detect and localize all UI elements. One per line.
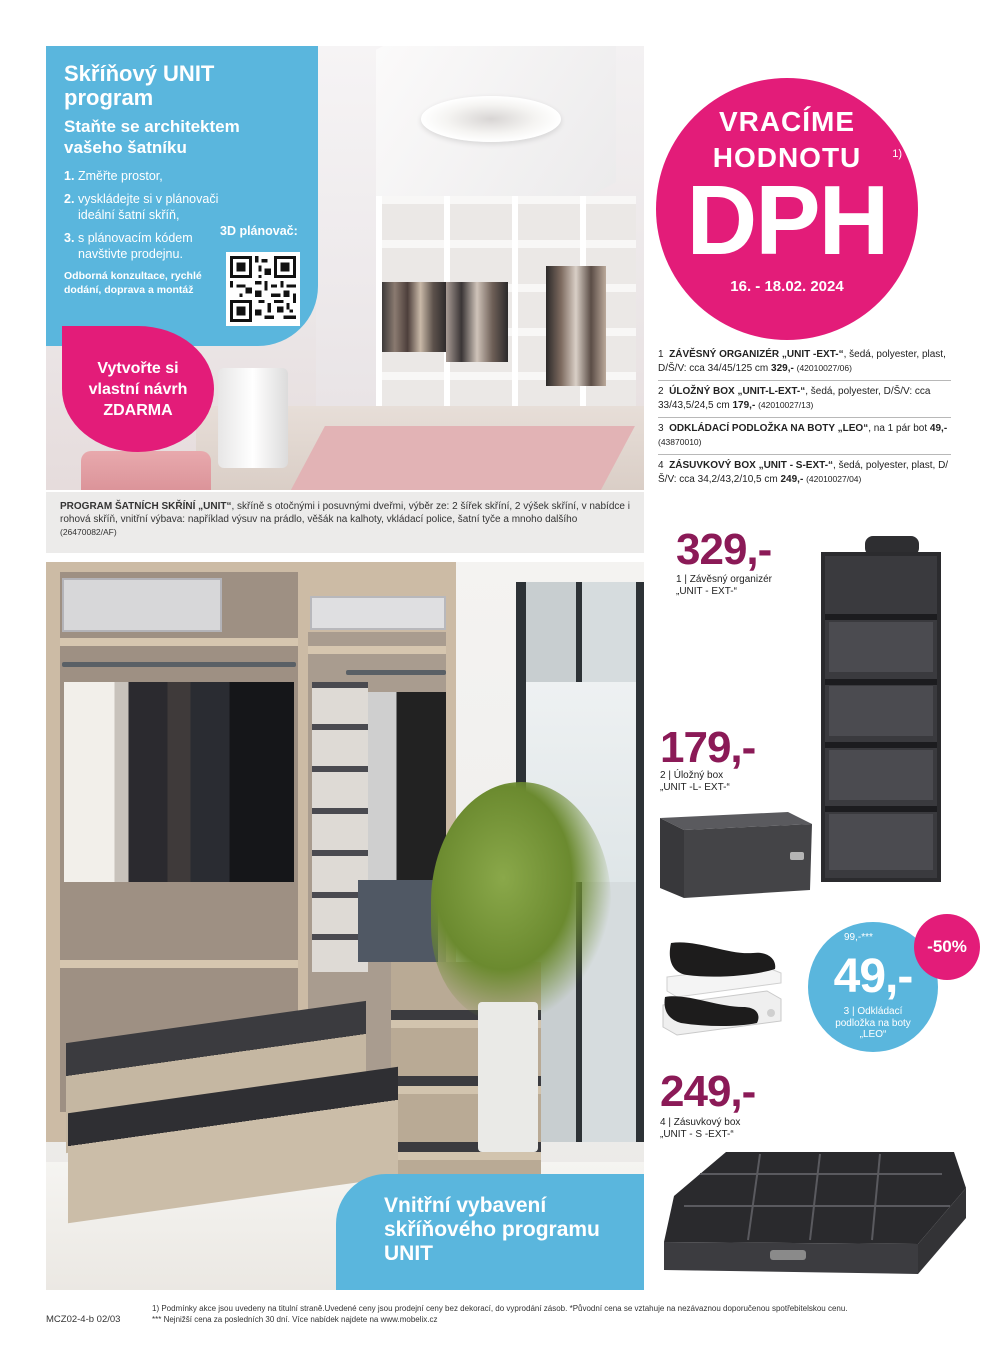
storage-box	[358, 880, 438, 962]
hanging-rod	[62, 662, 296, 667]
price-drawer-box: 249,-	[660, 1067, 756, 1116]
spec-item: 4 ZÁSUVKOVÝ BOX „UNIT - S-EXT-“, šedá, polyester, plast, D/Š/V: cca 34,2/43,2/10,5 cm 249,- (42010027/04)	[658, 460, 949, 485]
shelf	[60, 960, 298, 968]
hanging-rod	[346, 670, 446, 675]
step-item: 1. Změřte prostor,	[64, 169, 163, 183]
air-purifier	[218, 368, 288, 468]
spec-item: 3 ODKLÁDACÍ PODLOŽKA NA BOTY „LEO“, na 1 pár bot 49,- (43870010)	[658, 423, 951, 455]
step-item: 2. vyskládejte si v plánovači ideální šatní skříň,	[64, 192, 219, 222]
ceiling-fan-lamp	[421, 96, 561, 142]
shoe-stand-image[interactable]	[657, 935, 789, 1037]
price-shoe-stand: 49,-	[833, 950, 913, 1003]
service-note: Odborná konzultace, rychlé dodání, doprava a montáž	[64, 270, 202, 296]
product-specs-list	[658, 349, 951, 496]
vat-refund-promo-circle: VRACÍME HODNOTU 1) DPH 16. - 18.02. 2024	[656, 78, 918, 340]
card-subtitle: Staňte se architektem vašeho šatníku	[64, 117, 240, 157]
hanging-clothes	[546, 266, 606, 386]
qr-code-icon	[230, 256, 296, 322]
label-drawer-box: 4 | Zásuvkový box „UNIT - S -EXT-“	[660, 1117, 741, 1140]
footer-notes: 1) Podmínky akce jsou uvedeny na titulní straně.Uvedené ceny jsou prodejní ceny bez dekorací, do vyprodání zásob. *Původní cena se vztahuje na nezávaznou doporučenou spotřebitelskou cenu. *** Nejnižší cena za posledních 30 dní. Více nabídek najdete na www.mobelix.cz	[152, 1304, 848, 1324]
old-price: 99,-***	[844, 932, 873, 943]
label-storage-box: 2 | Úložný box „UNIT -L- EXT-“	[660, 770, 730, 793]
hanging-organizer-image[interactable]	[821, 534, 943, 886]
step-item: 3. s plánovacím kódem navštivte prodejnu.	[64, 231, 193, 261]
hanging-clothes	[382, 282, 446, 352]
plant-pot	[478, 1002, 538, 1152]
hanging-clothes	[446, 282, 508, 362]
card-title: Skříňový UNIT program	[64, 61, 215, 110]
price-storage-box: 179,-	[660, 723, 756, 772]
hanging-clothes	[64, 682, 294, 882]
pink-rug	[277, 426, 635, 490]
label-shoe-stand: 3 | Odkládací podložka na boty „LEO“	[835, 1006, 911, 1040]
qr-code[interactable]	[226, 252, 300, 326]
interior-equipment-bubble: Vnitřní vybavení skříňového programu UNIT	[336, 1174, 644, 1290]
steps-list	[64, 168, 300, 262]
price-organizer: 329,-	[676, 525, 772, 574]
hero-caption: PROGRAM ŠATNÍCH SKŘÍNÍ „UNIT“, skříně s otočnými i posuvnými dveřmi, výběr ze: 2 šířek skříní, 2 výšek skříní, v nabídce i rohová skříň, vnitřní výbava: například výsuv na prádlo, věšák na kalhoty, vkládací police, šatní tyče a mnoho dalšího (26470082/AF)	[46, 492, 644, 553]
shelf	[308, 646, 446, 654]
spec-item: 1 ZÁVĚSNÝ ORGANIZÉR „UNIT -EXT-“, šedá, polyester, plast, D/Š/V: cca 34/45/125 cm 329,- (42010027/06)	[658, 349, 951, 381]
catalog-code: MCZ02-4-b 02/03	[46, 1314, 121, 1325]
drawer-box-image[interactable]	[660, 1148, 966, 1276]
storage-box-top	[62, 578, 222, 632]
discount-badge: -50%	[914, 914, 980, 980]
label-organizer: 1 | Závěsný organizér „UNIT - EXT-“	[676, 574, 772, 597]
spec-item: 2 ÚLOŽNÝ BOX „UNIT-L-EXT-“, šedá, polyester, D/Š/V: cca 33/43,5/24,5 cm 179,- (42010027/13)	[658, 386, 951, 418]
shelf	[60, 638, 298, 646]
storage-box-image[interactable]	[660, 810, 812, 900]
storage-box-top	[310, 596, 446, 630]
hanging-clothes	[356, 692, 446, 892]
plant	[431, 782, 611, 1022]
free-design-bubble: Vytvořte si vlastní návrh ZDARMA	[62, 326, 214, 452]
qr-label: 3D plánovač:	[220, 224, 298, 238]
pink-bench	[81, 451, 211, 490]
